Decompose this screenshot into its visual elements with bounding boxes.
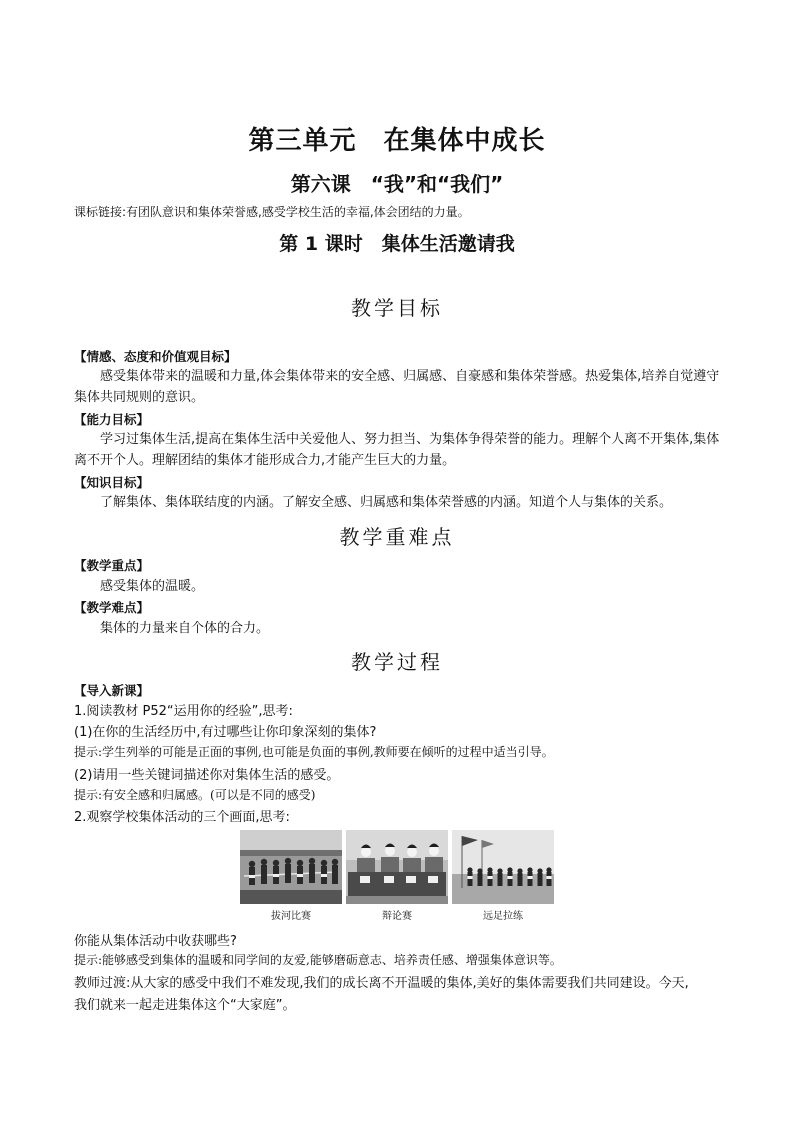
knowledge-goal-tag: 【知识目标】: [74, 475, 150, 490]
key-points-heading: 教学重难点: [339, 525, 455, 549]
question-1-2-hint: 提示:有安全感和归属感。(可以是不同的感受): [74, 788, 316, 802]
focus-text: [74, 576, 730, 597]
ability-goal-text: [74, 429, 730, 471]
knowledge-goal-content: 了解集体、集体联结度的内涵。了解安全感、归属感和集体荣誉感的内涵。知道个人与集体的关系。: [100, 495, 673, 510]
question-3: 你能从集体活动中收获哪些?: [74, 934, 237, 949]
hiking-caption: 远足拉练: [483, 911, 523, 922]
emotion-goal-text: [74, 366, 730, 408]
question-1: 1.阅读教材 P52“运用你的经验”,思考:: [74, 704, 293, 719]
ability-goal-content: 学习过集体生活,提高在集体生活中关爱他人、努力担当、为集体争得荣誉的能力。理解个人离不开集体,集体离不开个人。理解团结的集体才能形成合力,才能产生巨大的力量。: [74, 432, 720, 468]
difficulty-text: [74, 618, 730, 639]
emotion-goal-content: 感受集体带来的温暖和力量,体会集体带来的安全感、归属感、自豪感和集体荣誉感。热爱集体,培养自觉遵守集体共同规则的意识。: [74, 369, 720, 405]
knowledge-goal-text: [74, 492, 730, 513]
question-2: 2.观察学校集体活动的三个画面,思考:: [74, 810, 290, 825]
goals-heading: 教学目标: [351, 296, 443, 320]
standard-link: 课标链接:有团队意识和集体荣誉感,感受学校生活的幸福,体会团结的力量。: [74, 205, 470, 219]
difficulty-content: 集体的力量来自个体的合力。: [100, 621, 270, 636]
unit-title: 第三单元 在集体中成长: [248, 126, 546, 156]
hiking-photo: [452, 830, 554, 904]
question-1-1: (1)在你的生活经历中,有过哪些让你印象深刻的集体?: [74, 725, 377, 740]
teacher-transition-line-2: 我们就来一起走进集体这个“大家庭”。: [74, 998, 296, 1013]
question-3-hint: 提示:能够感受到集体的温暖和同学间的友爱,能够磨砺意志、培养责任感、增强集体意识等。: [74, 953, 562, 967]
ability-goal-tag: 【能力目标】: [74, 412, 150, 427]
difficulty-tag: 【教学难点】: [74, 600, 150, 615]
debate-caption: 辩论赛: [382, 911, 412, 922]
tug-of-war-caption: 拔河比赛: [271, 911, 311, 922]
process-heading: 教学过程: [351, 650, 443, 674]
teacher-transition-line-1: 教师过渡:从大家的感受中我们不难发现,我们的成长离不开温暖的集体,美好的集体需要我们共同建设。今天,: [74, 976, 689, 991]
question-1-2: (2)请用一些关键词描述你对集体生活的感受。: [74, 768, 340, 783]
tug-of-war-photo: [240, 830, 342, 904]
focus-tag: 【教学重点】: [74, 558, 150, 573]
emotion-goal-tag: 【情感、态度和价值观目标】: [74, 349, 237, 364]
debate-photo: [346, 830, 448, 904]
period-title: 第 1 课时 集体生活邀请我: [279, 233, 515, 255]
question-1-1-hint: 提示:学生列举的可能是正面的事例,也可能是负面的事例,教师要在倾听的过程中适当引导。: [74, 745, 554, 759]
intro-tag: 【导入新课】: [74, 683, 150, 698]
lesson-title: 第六课 “我”和“我们”: [290, 172, 504, 196]
focus-content: 感受集体的温暖。: [100, 579, 205, 594]
